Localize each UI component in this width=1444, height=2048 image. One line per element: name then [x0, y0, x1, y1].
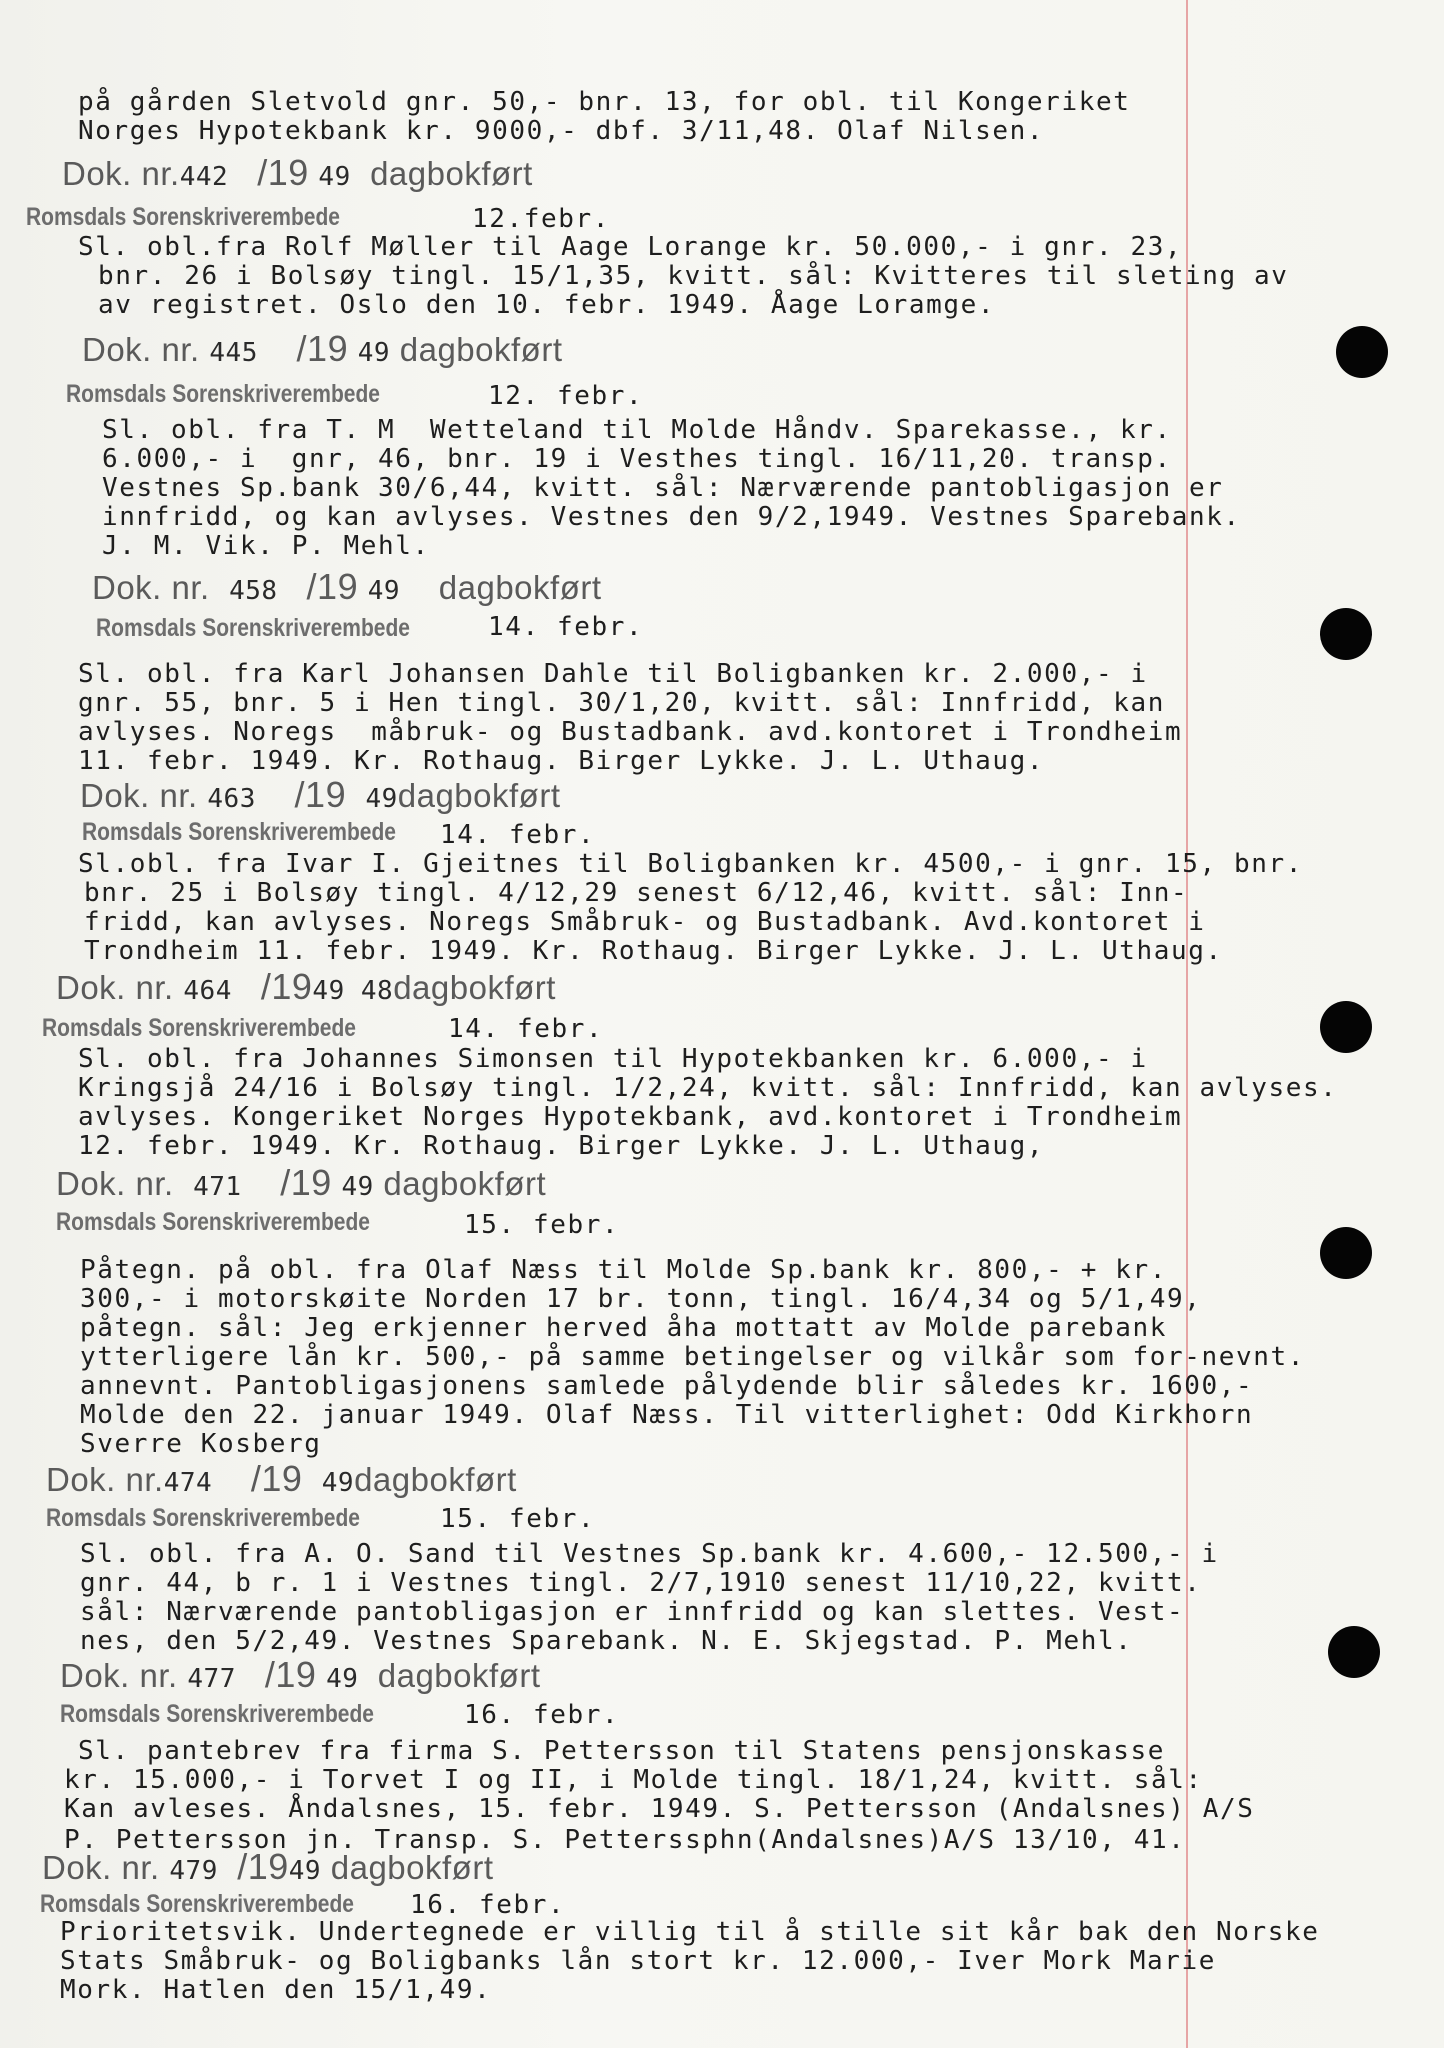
entry-line: av registret. Oslo den 10. febr. 1949. Åage Loramge. — [98, 290, 996, 320]
court-stamp: Romsdals Sorenskriverembede — [66, 380, 380, 408]
court-stamp: Romsdals Sorenskriverembede — [82, 818, 396, 846]
entry-date: 12.febr. — [472, 204, 611, 234]
dok-number: 479 — [169, 1856, 218, 1886]
entry-line: sål: Nærværende pantobligasjon er innfridd og kan slettes. Vest- — [80, 1597, 1185, 1627]
intro-line: Norges Hypotekbank kr. 9000,- dbf. 3/11,48. Olaf Nilsen. — [78, 116, 1045, 146]
dok-number: 471 — [193, 1172, 242, 1202]
entry-line: Prioritetsvik. Undertegnede er villig til å stille sit kår bak den Norske — [60, 1917, 1320, 1947]
entry-line: gnr. 55, bnr. 5 i Hen tingl. 30/1,20, kvitt. sål: Innfridd, kan — [78, 688, 1165, 718]
dok-stamp: Dok. nr. 479 /1949 dagbokført — [42, 1846, 494, 1887]
intro-line: på gården Sletvold gnr. 50,- bnr. 13, for obl. til Kongeriket — [78, 87, 1131, 117]
dok-stamp: Dok. nr. 464 /1949 48dagbokført — [56, 966, 556, 1007]
entry-line: Påtegn. på obl. fra Olaf Næss til Molde Sp.bank kr. 800,- + kr. — [80, 1255, 1167, 1285]
entry-date: 16. febr. — [464, 1700, 620, 1730]
entry-line: Molde den 22. januar 1949. Olaf Næss. Til vitterlighet: Odd Kirkhorn — [80, 1400, 1254, 1430]
court-stamp: Romsdals Sorenskriverembede — [26, 203, 340, 231]
margin-rule — [1186, 0, 1188, 2048]
entry-line: avlyses. Kongeriket Norges Hypotekbank, avd.kontoret i Trondheim — [78, 1102, 1183, 1132]
entry-line: fridd, kan avlyses. Noregs Småbruk- og Bustadbank. Avd.kontoret i — [84, 907, 1206, 937]
entry-line: Sl. obl. fra Karl Johansen Dahle til Boligbanken kr. 2.000,- i — [78, 659, 1148, 689]
punch-hole — [1320, 608, 1372, 660]
entry-line: P. Pettersson jn. Transp. S. Petterssphn(Andalsnes)A/S 13/10, 41. — [64, 1825, 1186, 1855]
dok-stamp: Dok. nr. 463 /19 49dagbokført — [80, 774, 561, 815]
dok-stamp: Dok. nr. 458 /19 49 dagbokført — [92, 566, 602, 607]
entry-line: påtegn. sål: Jeg erkjenner herved åha mottatt av Molde parebank — [80, 1313, 1167, 1343]
court-stamp: Romsdals Sorenskriverembede — [56, 1208, 370, 1236]
entry-line: Sl. obl. fra Johannes Simonsen til Hypotekbanken kr. 6.000,- i — [78, 1044, 1148, 1074]
court-stamp: Romsdals Sorenskriverembede — [60, 1700, 374, 1728]
entry-line: 11. febr. 1949. Kr. Rothaug. Birger Lykke. J. L. Uthaug. — [78, 746, 1045, 776]
dok-stamp: Dok. nr.442 /19 49 dagbokført — [62, 152, 533, 193]
entry-line: Sl. obl.fra Rolf Møller til Aage Lorange kr. 50.000,- i gnr. 23, — [78, 232, 1183, 262]
entry-line: Stats Småbruk- og Boligbanks lån stort kr. 12.000,- Iver Mork Marie — [60, 1946, 1216, 1976]
entry-line: Sl. obl. fra A. O. Sand til Vestnes Sp.bank kr. 4.600,- 12.500,- i — [80, 1539, 1219, 1569]
entry-line: Sl. obl. fra T. M Wetteland til Molde Håndv. Sparekasse., kr. — [102, 415, 1172, 445]
entry-line: 300,- i motorskøite Norden 17 br. tonn, tingl. 16/4,34 og 5/1,49, — [80, 1284, 1202, 1314]
court-stamp: Romsdals Sorenskriverembede — [40, 1890, 354, 1918]
dok-number: 464 — [183, 976, 232, 1006]
entry-line: 12. febr. 1949. Kr. Rothaug. Birger Lykke. J. L. Uthaug, — [78, 1131, 1045, 1161]
entry-line: nes, den 5/2,49. Vestnes Sparebank. N. E. Skjegstad. P. Mehl. — [80, 1626, 1133, 1656]
dok-stamp: Dok. nr. 477 /19 49 dagbokført — [60, 1654, 541, 1695]
entry-date: 12. febr. — [488, 381, 644, 411]
dok-number: 474 — [163, 1468, 213, 1498]
entry-line: bnr. 26 i Bolsøy tingl. 15/1,35, kvitt. sål: Kvitteres til sleting av — [98, 261, 1289, 291]
entry-line: kr. 15.000,- i Torvet I og II, i Molde tingl. 18/1,24, kvitt. sål: — [64, 1765, 1203, 1795]
punch-hole — [1320, 1227, 1372, 1279]
entry-line: innfridd, og kan avlyses. Vestnes den 9/2,1949. Vestnes Sparebank. — [102, 502, 1241, 532]
entry-line: Sl.obl. fra Ivar I. Gjeitnes til Boligbanken kr. 4500,- i gnr. 15, bnr. — [78, 849, 1303, 879]
dok-number: 458 — [229, 576, 278, 606]
entry-line: Sverre Kosberg — [80, 1429, 322, 1459]
entry-date: 15. febr. — [440, 1504, 596, 1534]
entry-line: annevnt. Pantobligasjonens samlede pålydende blir således kr. 1600,- — [80, 1371, 1254, 1401]
entry-line: Mork. Hatlen den 15/1,49. — [60, 1975, 492, 2005]
dok-number: 477 — [187, 1664, 236, 1694]
entry-date: 14. febr. — [448, 1014, 604, 1044]
dok-number: 442 — [179, 162, 229, 192]
entry-date: 14. febr. — [440, 820, 596, 850]
entry-date: 14. febr. — [488, 612, 644, 642]
entry-line: bnr. 25 i Bolsøy tingl. 4/12,29 senest 6/12,46, kvitt. sål: Inn- — [84, 878, 1189, 908]
entry-line: gnr. 44, b r. 1 i Vestnes tingl. 2/7,1910 senest 11/10,22, kvitt. — [80, 1568, 1202, 1598]
dok-stamp: Dok. nr. 445 /19 49 dagbokført — [82, 328, 563, 369]
punch-hole — [1336, 326, 1388, 378]
entry-line: Sl. pantebrev fra firma S. Pettersson til Statens pensjonskasse — [78, 1736, 1165, 1766]
dok-stamp: Dok. nr.474 /19 49dagbokført — [46, 1458, 517, 1499]
dok-number: 445 — [209, 338, 258, 368]
dok-number: 463 — [207, 784, 256, 814]
punch-hole — [1328, 1626, 1380, 1678]
court-stamp: Romsdals Sorenskriverembede — [96, 614, 410, 642]
entry-line: Trondheim 11. febr. 1949. Kr. Rothaug. Birger Lykke. J. L. Uthaug. — [84, 936, 1223, 966]
court-stamp: Romsdals Sorenskriverembede — [42, 1014, 356, 1042]
entry-line: Vestnes Sp.bank 30/6,44, kvitt. sål: Nærværende pantobligasjon er — [102, 473, 1224, 503]
entry-date: 16. febr. — [410, 1890, 566, 1920]
entry-line: avlyses. Noregs måbruk- og Bustadbank. avd.kontoret i Trondheim — [78, 717, 1183, 747]
entry-line: ytterligere lån kr. 500,- på samme betingelser og vilkår som for-nevnt. — [80, 1342, 1305, 1372]
entry-date: 15. febr. — [464, 1210, 620, 1240]
entry-line: Kan avleses. Åndalsnes, 15. febr. 1949. S. Pettersson (Andalsnes) A/S — [64, 1794, 1255, 1824]
entry-line: J. M. Vik. P. Mehl. — [102, 531, 430, 561]
entry-line: 6.000,- i gnr, 46, bnr. 19 i Vesthes tingl. 16/11,20. transp. — [102, 444, 1172, 474]
court-stamp: Romsdals Sorenskriverembede — [46, 1504, 360, 1532]
punch-hole — [1320, 1001, 1372, 1053]
entry-line: Kringsjå 24/16 i Bolsøy tingl. 1/2,24, kvitt. sål: Innfridd, kan avlyses. — [78, 1073, 1338, 1103]
dok-stamp: Dok. nr. 471 /19 49 dagbokført — [56, 1162, 547, 1203]
